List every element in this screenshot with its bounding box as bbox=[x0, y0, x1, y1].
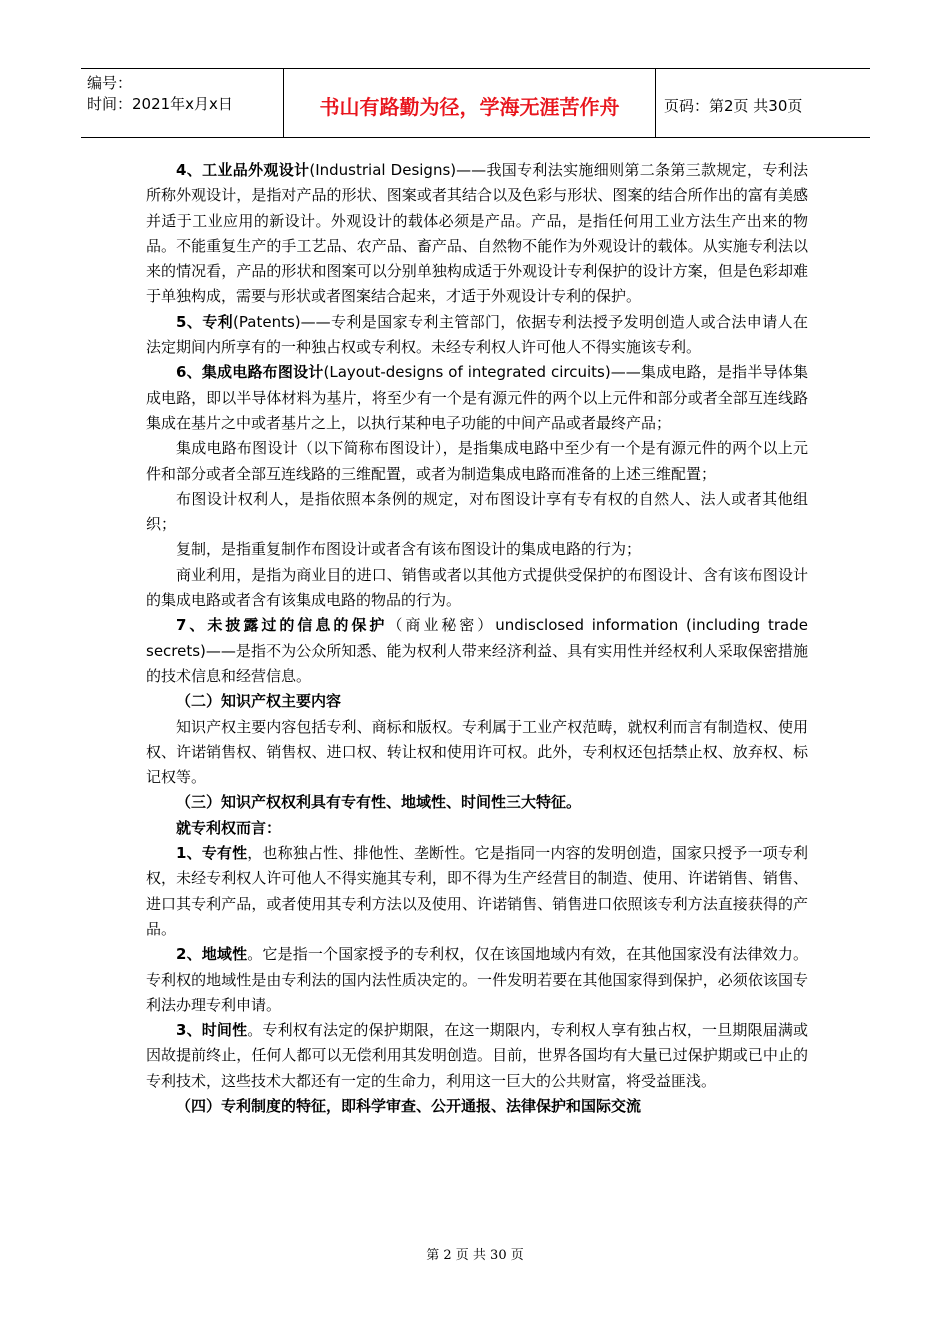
section-heading-patent-system bbox=[146, 1094, 808, 1119]
header-motto: 书山有路勤为径，学海无涯苦作舟 bbox=[284, 69, 656, 137]
page-footer: 第 2 页 共 30 页 bbox=[426, 1248, 524, 1263]
page-header bbox=[81, 68, 870, 138]
paragraph-text: 布图设计权利人，是指依照本条例的规定，对布图设计享有专有权的自然人、法人或者其他组织； bbox=[146, 489, 808, 534]
document-date: 时间：2021年x月x日 bbox=[87, 95, 233, 113]
subheading-patent-rights bbox=[146, 816, 808, 841]
paragraph-copying bbox=[146, 537, 808, 562]
section-heading-main-content bbox=[146, 689, 808, 714]
paragraph-layout-designs bbox=[146, 360, 808, 436]
paragraph-heading: 4、工业品外观设计 bbox=[176, 161, 310, 179]
paragraph-text: 知识产权主要内容包括专利、商标和版权。专利属于工业产权范畴，就权利而言有制造权、使用权、许诺销售权、销售权、进口权、转让权和使用许可权。此外，专利权还包括禁止权、放弃权、标记权等。 bbox=[146, 717, 808, 787]
paragraph-text: 集成电路布图设计（以下简称布图设计），是指集成电路中至少有一个是有源元件的两个以上元件和部分或者全部互连线路的三维配置，或者为制造集成电路而准备的上述三维配置； bbox=[146, 439, 808, 483]
paragraph-text: 复制，是指重复制作布图设计或者含有该布图设计的集成电路的行为； bbox=[176, 540, 642, 559]
paragraph-patents bbox=[146, 310, 808, 361]
paragraph-text: 商业利用，是指为商业目的进口、销售或者以其他方式提供受保护的布图设计、含有该布图设计的集成电路或者含有该集成电路的物品的行为。 bbox=[146, 565, 808, 610]
paragraph-text: 。它是指一个国家授予的专利权，仅在该国地域内有效，在其他国家没有法律效力。专利权的地域性是由专利法的国内法性质决定的。一件发明若要在其他国家得到保护，必须依该国专利法办理专利申请。 bbox=[146, 945, 809, 1014]
paragraph-text: (Patents)——专利是国家专利主管部门，依据专利法授予发明创造人或合法申请人在法定期间内所享有的一种独占权或专利权。未经专利权人许可他人不得实施该专利。 bbox=[146, 312, 809, 357]
paragraph-commercial-use bbox=[146, 563, 808, 614]
paragraph-text: (Layout-designs of integrated circuits)——集成电路，是指半导体集成电路，即以半导体材料为基片，将至少有一个是有源元件的两个以上元件和部分或者全部互连线路集成在基片之中或者基片之上，以执行某种电子功能的中间产品或者最终产品； bbox=[146, 363, 808, 432]
paragraph-layout-definition bbox=[146, 436, 808, 487]
section-heading: （三）知识产权权利具有专有性、地域性、时间性三大特征。 bbox=[176, 793, 582, 812]
header-meta bbox=[81, 69, 284, 137]
paragraph-text: 。专利权有法定的保护期限，在这一期限内，专利权人享有独占权，一旦期限届满或因故提前终止，任何人都可以无偿利用其发明创造。目前，世界各国均有大量已过保护期或已中止的专利技术，这些技术大都还有一定的生命力，利用这一巨大的公共财富，将受益匪浅。 bbox=[146, 1021, 809, 1090]
paragraph-exclusivity bbox=[146, 841, 808, 942]
paragraph-trade-secrets bbox=[146, 613, 808, 689]
paragraph-heading: 3、时间性 bbox=[176, 1021, 248, 1040]
section-heading-characteristics bbox=[146, 790, 808, 815]
paragraph-heading: 1、专有性 bbox=[176, 844, 248, 863]
paragraph-text: (Industrial Designs)——我国专利法实施细则第二条第三款规定，专利法所称外观设计，是指对产品的形状、图案或者其结合以及色彩与形状、图案的结合所作出的富有美感并适于工业应用的新设计。外观设计的载体必须是产品。产品，是指任何用工业方法生产出来的物品。不能重复生产的手工艺品、农产品、畜产品、自然物不能作为外观设计的载体。从实施专利法以来的情况看，产品的形状和图案可以分别单独构成适于外观设计专利保护的设计方案，但是色彩却难于单独构成，需要与形状或者图案结合起来，才适于外观设计专利的保护。 bbox=[146, 161, 808, 306]
paragraph-heading: 6、集成电路布图设计 bbox=[176, 363, 324, 382]
paragraph-heading: 7、未披露过的信息的保护 bbox=[176, 616, 388, 635]
paragraph-text: ，也称独占性、排他性、垄断性。它是指同一内容的发明创造，国家只授予一项专利权，未经专利权人许可他人不得实施其专利，即不得为生产经营目的制造、使用、许诺销售、销售、进口其专利产品，或者使用其专利方法以及使用、许诺销售、销售进口依照该专利方法直接获得的产品。 bbox=[146, 844, 809, 938]
section-heading: （四）专利制度的特征，即科学审查、公开通报、法律保护和国际交流 bbox=[176, 1096, 642, 1115]
paragraph-industrial-design bbox=[146, 158, 808, 310]
paragraph-text: （商业秘密）undisclosed information (including trade secrets)——是指不为公众所知悉、能为权利人带来经济利益、具有实用性并经权利人采取保密措施的技术信息和经营信息。 bbox=[146, 616, 808, 685]
header-page-number: 页码：第2页 共30页 bbox=[664, 96, 803, 115]
paragraph-timeliness bbox=[146, 1018, 808, 1094]
document-body bbox=[146, 158, 808, 1119]
section-heading: （二）知识产权主要内容 bbox=[176, 692, 342, 711]
paragraph-territoriality bbox=[146, 942, 808, 1018]
paragraph-main-content bbox=[146, 715, 808, 791]
paragraph-rights-holder bbox=[146, 487, 808, 538]
paragraph-heading: 2、地域性 bbox=[176, 945, 248, 964]
document-number-label: 编号： bbox=[87, 74, 133, 92]
paragraph-heading: 5、专利 bbox=[176, 312, 234, 331]
subheading: 就专利权而言： bbox=[176, 818, 282, 837]
